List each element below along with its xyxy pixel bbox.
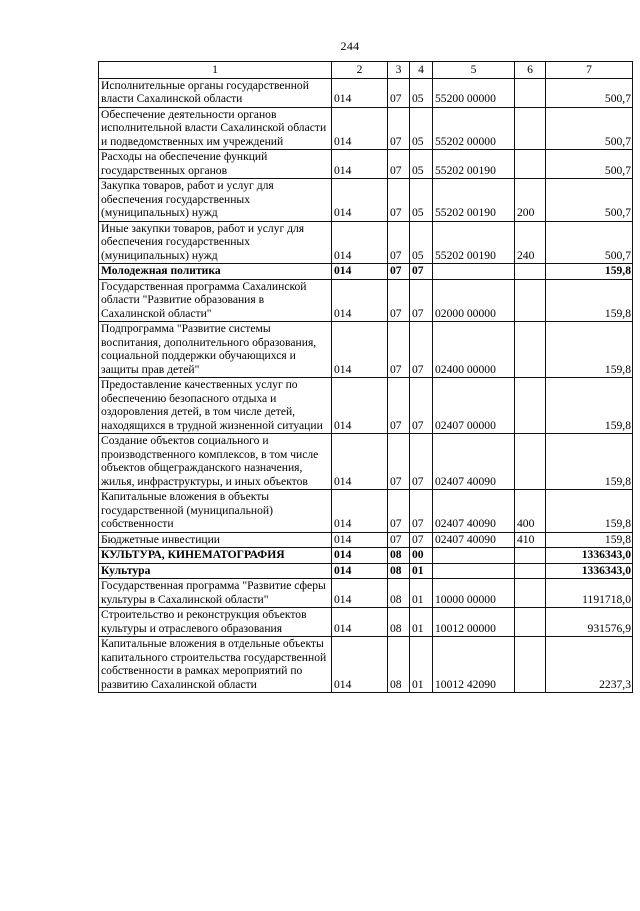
row-expense-type: [515, 107, 546, 150]
row-expense-type: [515, 637, 546, 693]
row-gr: 014: [332, 490, 388, 533]
row-subsection: 05: [410, 221, 433, 264]
row-expense-type: 410: [515, 532, 546, 548]
table-row: [99, 78, 633, 107]
row-name: Закупка товаров, работ и услуг для обеспечения государственных (муниципальных) нужд: [99, 179, 332, 222]
row-target-article: 10012 42090: [433, 637, 515, 693]
row-section: 07: [388, 378, 410, 434]
row-amount: 931576,9: [546, 608, 633, 637]
row-amount: 500,7: [546, 150, 633, 179]
row-gr: 014: [332, 579, 388, 608]
row-expense-type: [515, 579, 546, 608]
table-row: [99, 434, 633, 490]
row-name: Расходы на обеспечение функций государственных органов: [99, 150, 332, 179]
row-subsection: 00: [410, 548, 433, 564]
row-name: Государственная программа Сахалинской области "Развитие образования в Сахалинской области": [99, 279, 332, 322]
row-expense-type: [515, 78, 546, 107]
row-subsection: 01: [410, 563, 433, 579]
row-section: 08: [388, 608, 410, 637]
row-name: Создание объектов социального и производственного комплексов, в том числе объектов общегражданского назначения, жилья, инфраструктуры, и иных объектов: [99, 434, 332, 490]
row-gr: 014: [332, 150, 388, 179]
row-subsection: 05: [410, 107, 433, 150]
row-expense-type: [515, 563, 546, 579]
row-name: Государственная программа "Развитие сферы культуры в Сахалинской области": [99, 579, 332, 608]
row-target-article: 10012 00000: [433, 608, 515, 637]
table-row: [99, 279, 633, 322]
row-expense-type: [515, 608, 546, 637]
row-gr: 014: [332, 322, 388, 378]
row-name: Бюджетные инвестиции: [99, 532, 332, 548]
row-gr: 014: [332, 563, 388, 579]
table-row: [99, 563, 633, 579]
page-number: 244: [340, 39, 360, 53]
row-section: 07: [388, 78, 410, 107]
row-subsection: 01: [410, 579, 433, 608]
row-gr: 014: [332, 279, 388, 322]
col-header-6: 6: [515, 62, 546, 79]
row-subsection: 07: [410, 434, 433, 490]
row-target-article: 55202 00190: [433, 179, 515, 222]
row-amount: 159,8: [546, 490, 633, 533]
row-amount: 1336343,0: [546, 563, 633, 579]
row-name: Строительство и реконструкция объектов культуры и отраслевого образования: [99, 608, 332, 637]
row-subsection: 07: [410, 378, 433, 434]
table-row: [99, 637, 633, 693]
row-gr: 014: [332, 378, 388, 434]
row-expense-type: 240: [515, 221, 546, 264]
row-gr: 014: [332, 78, 388, 107]
table-row: [99, 548, 633, 564]
row-amount: 159,8: [546, 378, 633, 434]
table-row: [99, 579, 633, 608]
row-subsection: 07: [410, 279, 433, 322]
table-row: [99, 378, 633, 434]
table-row: [99, 532, 633, 548]
row-name: Подпрограмма "Развитие системы воспитания, дополнительного образования, социальной поддержки обучающихся и защиты прав детей": [99, 322, 332, 378]
row-section: 08: [388, 579, 410, 608]
table-row: [99, 264, 633, 280]
row-subsection: 05: [410, 78, 433, 107]
row-section: 07: [388, 221, 410, 264]
row-name: Обеспечение деятельности органов исполнительной власти Сахалинской области и подведомственных им учреждений: [99, 107, 332, 150]
row-subsection: 07: [410, 490, 433, 533]
row-section: 08: [388, 637, 410, 693]
table-row: [99, 322, 633, 378]
row-amount: 159,8: [546, 322, 633, 378]
row-subsection: 07: [410, 264, 433, 280]
row-subsection: 01: [410, 637, 433, 693]
row-name: Капитальные вложения в объекты государственной (муниципальной) собственности: [99, 490, 332, 533]
row-amount: 1191718,0: [546, 579, 633, 608]
row-target-article: 02407 40090: [433, 434, 515, 490]
row-amount: 500,7: [546, 221, 633, 264]
row-expense-type: 200: [515, 179, 546, 222]
row-amount: 159,8: [546, 532, 633, 548]
row-target-article: 55200 00000: [433, 78, 515, 107]
row-target-article: [433, 264, 515, 280]
row-amount: 159,8: [546, 279, 633, 322]
row-name: Исполнительные органы государственной власти Сахалинской области: [99, 78, 332, 107]
row-amount: 1336343,0: [546, 548, 633, 564]
row-expense-type: 400: [515, 490, 546, 533]
row-amount: 500,7: [546, 179, 633, 222]
row-gr: 014: [332, 179, 388, 222]
row-section: 07: [388, 434, 410, 490]
row-section: 07: [388, 532, 410, 548]
row-section: 07: [388, 107, 410, 150]
col-header-3: 3: [388, 62, 410, 79]
row-expense-type: [515, 434, 546, 490]
row-target-article: [433, 563, 515, 579]
row-name: КУЛЬТУРА, КИНЕМАТОГРАФИЯ: [99, 548, 332, 564]
row-gr: 014: [332, 548, 388, 564]
row-subsection: 05: [410, 179, 433, 222]
row-subsection: 01: [410, 608, 433, 637]
row-amount: 500,7: [546, 107, 633, 150]
row-amount: 500,7: [546, 78, 633, 107]
row-target-article: 55202 00000: [433, 107, 515, 150]
row-subsection: 07: [410, 322, 433, 378]
row-name: Предоставление качественных услуг по обеспечению безопасного отдыха и оздоровления детей, в том числе детей, находящихся в трудной жизненной ситуации: [99, 378, 332, 434]
table-row: [99, 490, 633, 533]
row-amount: 159,8: [546, 264, 633, 280]
row-expense-type: [515, 548, 546, 564]
row-target-article: 02000 00000: [433, 279, 515, 322]
row-expense-type: [515, 322, 546, 378]
row-gr: 014: [332, 532, 388, 548]
row-section: 07: [388, 490, 410, 533]
budget-table: [98, 61, 633, 693]
col-header-2: 2: [332, 62, 388, 79]
row-target-article: 55202 00190: [433, 150, 515, 179]
row-section: 07: [388, 279, 410, 322]
row-section: 07: [388, 264, 410, 280]
table-row: [99, 608, 633, 637]
row-gr: 014: [332, 107, 388, 150]
row-gr: 014: [332, 637, 388, 693]
table-body: [99, 62, 633, 693]
row-section: 07: [388, 150, 410, 179]
header-row: [99, 62, 633, 79]
row-section: 07: [388, 179, 410, 222]
col-header-1: 1: [99, 62, 332, 79]
row-subsection: 07: [410, 532, 433, 548]
row-section: 07: [388, 322, 410, 378]
table-row: [99, 150, 633, 179]
table-row: [99, 221, 633, 264]
row-section: 08: [388, 563, 410, 579]
row-name: Капитальные вложения в отдельные объекты капитального строительства государственной собственности в рамках мероприятий по развитию Сахалинской области: [99, 637, 332, 693]
row-target-article: 02400 00000: [433, 322, 515, 378]
row-target-article: 02407 40090: [433, 490, 515, 533]
row-gr: 014: [332, 221, 388, 264]
row-name: Иные закупки товаров, работ и услуг для обеспечения государственных (муниципальных) нужд: [99, 221, 332, 264]
row-expense-type: [515, 150, 546, 179]
row-section: 08: [388, 548, 410, 564]
row-target-article: [433, 548, 515, 564]
row-expense-type: [515, 264, 546, 280]
row-amount: 2237,3: [546, 637, 633, 693]
row-target-article: 55202 00190: [433, 221, 515, 264]
col-header-5: 5: [433, 62, 515, 79]
row-gr: 014: [332, 608, 388, 637]
row-target-article: 02407 40090: [433, 532, 515, 548]
col-header-4: 4: [410, 62, 433, 79]
table-row: [99, 107, 633, 150]
row-expense-type: [515, 279, 546, 322]
row-amount: 159,8: [546, 434, 633, 490]
table-row: [99, 179, 633, 222]
row-name: Молодежная политика: [99, 264, 332, 280]
row-target-article: 02407 00000: [433, 378, 515, 434]
row-subsection: 05: [410, 150, 433, 179]
row-target-article: 10000 00000: [433, 579, 515, 608]
row-name: Культура: [99, 563, 332, 579]
row-gr: 014: [332, 434, 388, 490]
row-expense-type: [515, 378, 546, 434]
row-gr: 014: [332, 264, 388, 280]
col-header-7: 7: [546, 62, 633, 79]
